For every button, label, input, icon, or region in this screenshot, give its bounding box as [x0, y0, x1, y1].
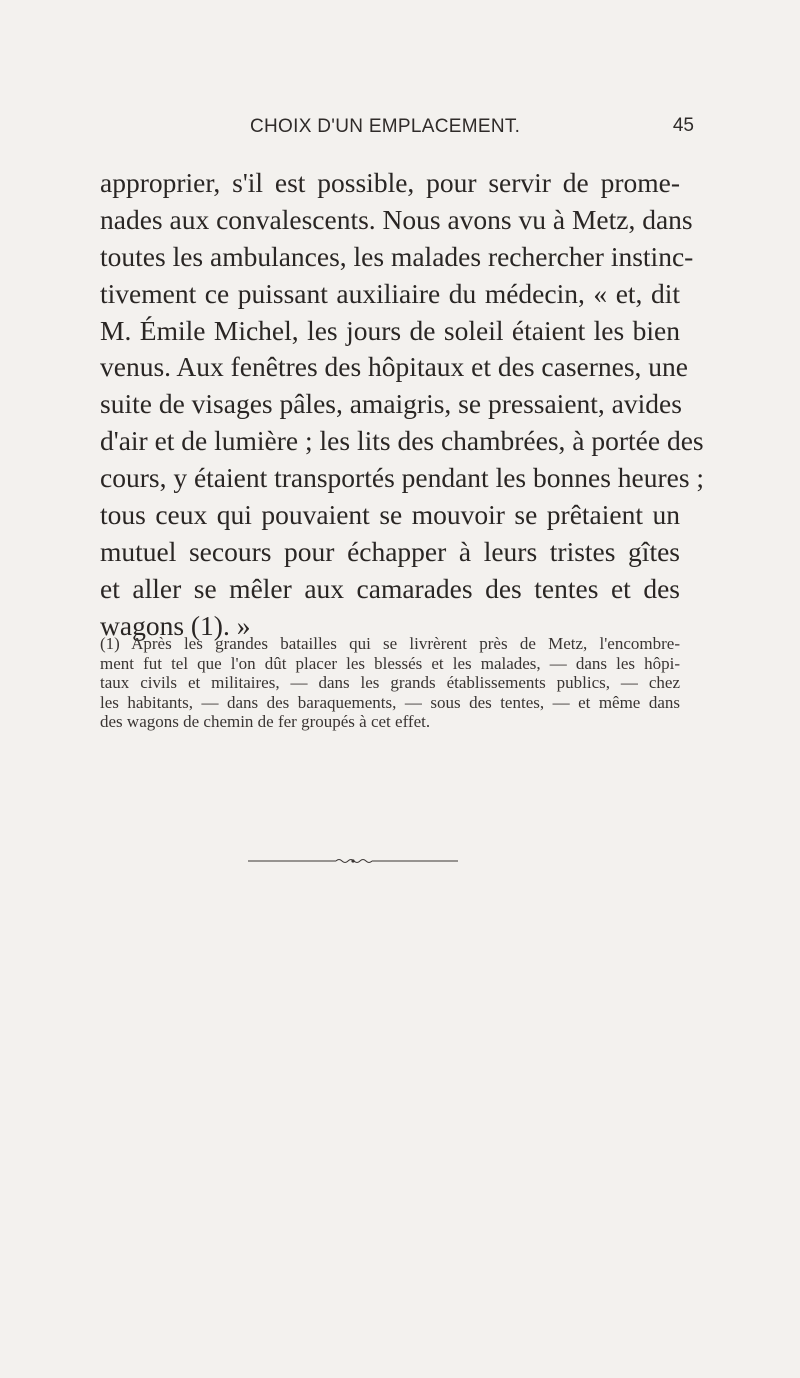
text-line: nades aux convalescents. Nous avons vu à Metz, dans: [100, 203, 693, 235]
text-line: M. Émile Michel, les jours de soleil étaient les bien: [100, 314, 680, 346]
text-line: tivement ce puissant auxiliaire du médecin, « et, dit: [100, 277, 680, 309]
text-line: venus. Aux fenêtres des hôpitaux et des casernes, une: [100, 351, 689, 383]
text-line: d'air et de lumière ; les lits des chambrées, à portée des: [100, 425, 704, 457]
running-head: [100, 115, 694, 144]
ornament-divider: [248, 856, 458, 866]
footnote-line: des wagons de chemin de fer groupés à cet effet.: [100, 712, 431, 732]
text-line: suite de visages pâles, amaigris, se pressaient, avides: [100, 388, 682, 420]
main-paragraph: [100, 165, 705, 645]
footnote: [100, 634, 680, 732]
footnote-line: (1) Après les grandes batailles qui se livrèrent près de Metz, l'encombre-: [100, 634, 680, 653]
running-title: CHOIX D'UN EMPLACEMENT.: [250, 116, 521, 137]
text-line: mutuel secours pour échapper à leurs tristes gîtes: [100, 535, 680, 567]
text-line: tous ceux qui pouvaient se mouvoir se prêtaient un: [100, 499, 680, 531]
footnote-line: les habitants, — dans des baraquements, — sous des tentes, — et même dans: [100, 692, 680, 712]
text-line: cours, y étaient transportés pendant les bonnes heures ;: [100, 462, 705, 494]
text-line: et aller se mêler aux camarades des tentes et des: [100, 572, 680, 604]
footnote-line: ment fut tel que l'on dût placer les blessés et les malades, — dans les hôpi-: [100, 653, 680, 673]
text-line: toutes les ambulances, les malades rechercher instinc-: [100, 240, 694, 272]
page-number: 45: [672, 115, 694, 136]
footnote-line: taux civils et militaires, — dans les grands établissements publics, — chez: [100, 673, 680, 693]
text-line: wagons (1). »: [100, 609, 251, 641]
text-line: approprier, s'il est possible, pour servir de prome-: [100, 167, 680, 198]
